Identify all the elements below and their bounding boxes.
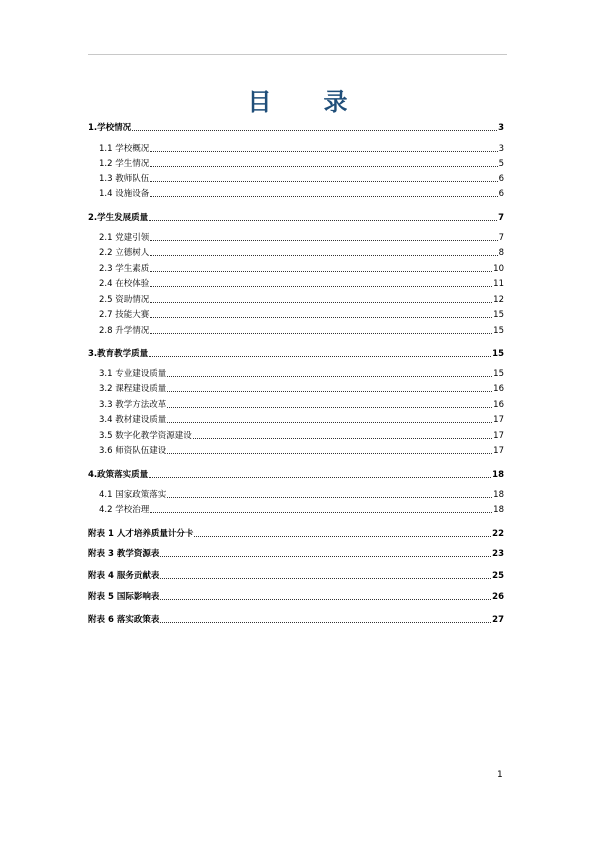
- toc-entry[interactable]: [88, 262, 504, 274]
- toc-entry[interactable]: [88, 246, 504, 258]
- toc-entry[interactable]: [88, 277, 504, 289]
- toc-entry[interactable]: [88, 590, 504, 602]
- toc-entry-page: 23: [492, 549, 504, 559]
- toc-entry-leader: [194, 536, 491, 537]
- toc-entry-leader: [150, 317, 492, 318]
- toc-entry-leader: [149, 220, 497, 221]
- toc-entry-leader: [160, 578, 491, 579]
- toc-entry-page: 15: [492, 349, 504, 359]
- toc-entry-leader: [150, 240, 497, 241]
- toc-entry-leader: [150, 181, 497, 182]
- toc-entry[interactable]: [88, 367, 504, 379]
- toc-entry[interactable]: [88, 187, 504, 199]
- toc-entry-leader: [160, 556, 491, 557]
- toc-entry-label: 1.1 学校概况: [99, 144, 150, 154]
- toc-entry[interactable]: [88, 468, 504, 480]
- toc-entry-page: 8: [498, 248, 504, 258]
- toc-entry-leader: [167, 391, 492, 392]
- toc-entry-page: 27: [492, 615, 504, 625]
- toc-entry-label: 4.1 国家政策落实: [99, 490, 167, 500]
- toc-entry-page: 15: [493, 369, 504, 379]
- toc-entry-label: 2.2 立德树人: [99, 248, 150, 258]
- toc-entry[interactable]: [88, 613, 504, 625]
- toc-entry-page: 18: [492, 470, 504, 480]
- toc-entry-page: 11: [493, 279, 504, 289]
- toc-entry[interactable]: [88, 211, 504, 223]
- toc-entry[interactable]: [88, 444, 504, 456]
- page-number: 1: [497, 770, 503, 780]
- toc-entry-leader: [132, 130, 497, 131]
- toc-entry-leader: [150, 333, 492, 334]
- toc-entry-leader: [167, 422, 492, 423]
- toc-entry-page: 10: [493, 264, 504, 274]
- toc-entry-label: 3.教育教学质量: [88, 349, 149, 359]
- toc-entry[interactable]: [88, 142, 504, 154]
- toc-entry[interactable]: [88, 503, 504, 515]
- toc-entry-page: 7: [498, 213, 504, 223]
- toc-entry-page: 3: [498, 123, 504, 133]
- toc-entry-leader: [167, 453, 492, 454]
- toc-entry-label: 1.3 教师队伍: [99, 174, 150, 184]
- toc-entry-page: 18: [493, 505, 504, 515]
- toc-entry-leader: [167, 407, 492, 408]
- toc-entry-leader: [160, 599, 491, 600]
- toc-entry-page: 15: [493, 310, 504, 320]
- toc-entry-page: 6: [498, 174, 504, 184]
- toc-entry-label: 2.5 资助情况: [99, 295, 150, 305]
- toc-entry[interactable]: [88, 172, 504, 184]
- toc-entry-leader: [193, 438, 492, 439]
- toc-entry[interactable]: [88, 547, 504, 559]
- toc-entry[interactable]: [88, 121, 504, 133]
- toc-entry[interactable]: [88, 569, 504, 581]
- toc-entry-label: 2.7 技能大赛: [99, 310, 150, 320]
- toc-entry-leader: [167, 376, 492, 377]
- toc-entry-leader: [150, 196, 497, 197]
- toc-entry-leader: [150, 271, 492, 272]
- toc-entry[interactable]: [88, 231, 504, 243]
- header-rule: [88, 54, 507, 55]
- toc-entry-page: 15: [493, 326, 504, 336]
- toc-entry-label: 3.3 教学方法改革: [99, 400, 167, 410]
- toc-entry-page: 3: [498, 144, 504, 154]
- toc-entry-leader: [150, 302, 492, 303]
- toc-entry[interactable]: [88, 347, 504, 359]
- toc-entry-leader: [167, 497, 492, 498]
- toc-entry[interactable]: [88, 324, 504, 336]
- toc-entry-page: 12: [493, 295, 504, 305]
- toc-entry-leader: [160, 622, 491, 623]
- toc-entry-leader: [150, 286, 492, 287]
- toc-entry-leader: [150, 255, 497, 256]
- toc-entry-page: 25: [492, 571, 504, 581]
- toc-entry-leader: [149, 477, 491, 478]
- toc-entry-label: 附表 1 人才培养质量计分卡: [88, 529, 194, 539]
- toc-entry-label: 附表 3 教学资源表: [88, 549, 160, 559]
- toc-entry-label: 附表 5 国际影响表: [88, 592, 160, 602]
- toc-entry-page: 17: [493, 431, 504, 441]
- toc-entry-label: 1.4 设施设备: [99, 189, 150, 199]
- toc-entry-leader: [150, 151, 497, 152]
- toc-entry-label: 2.4 在校体验: [99, 279, 150, 289]
- toc-entry-page: 6: [498, 189, 504, 199]
- toc-entry[interactable]: [88, 382, 504, 394]
- toc-entry-label: 附表 4 服务贡献表: [88, 571, 160, 581]
- toc-title-right: 录: [323, 88, 348, 116]
- toc-entry[interactable]: [88, 413, 504, 425]
- toc-title: [0, 82, 595, 117]
- toc-entry-leader: [150, 512, 492, 513]
- toc-entry-page: 18: [493, 490, 504, 500]
- toc-entry-page: 5: [498, 159, 504, 169]
- toc-title-left: 目: [247, 88, 272, 116]
- toc-entry-leader: [150, 166, 497, 167]
- toc-entry-label: 4.2 学校治理: [99, 505, 150, 515]
- toc-entry-page: 17: [493, 446, 504, 456]
- toc-entry-label: 3.2 课程建设质量: [99, 384, 167, 394]
- toc-entry[interactable]: [88, 488, 504, 500]
- toc-entry-label: 附表 6 落实政策表: [88, 615, 160, 625]
- toc-entry-label: 2.3 学生素质: [99, 264, 150, 274]
- toc-entry-label: 2.学生发展质量: [88, 213, 149, 223]
- toc-entry-label: 3.1 专业建设质量: [99, 369, 167, 379]
- toc-entry-label: 3.5 数字化教学资源建设: [99, 431, 192, 441]
- toc-entry-label: 2.1 党建引领: [99, 233, 150, 243]
- toc-entry-page: 17: [493, 415, 504, 425]
- toc-entry-page: 26: [492, 592, 504, 602]
- toc-entry[interactable]: [88, 308, 504, 320]
- toc-entry-label: 4.政策落实质量: [88, 470, 149, 480]
- toc-entry-page: 7: [498, 233, 504, 243]
- toc-entry-label: 3.6 师资队伍建设: [99, 446, 167, 456]
- toc-entry[interactable]: [88, 293, 504, 305]
- toc-entry-label: 2.8 升学情况: [99, 326, 150, 336]
- toc-entry-label: 1.学校情况: [88, 123, 132, 133]
- toc-entry-label: 1.2 学生情况: [99, 159, 150, 169]
- toc-entry[interactable]: [88, 398, 504, 410]
- toc-entry[interactable]: [88, 527, 504, 539]
- toc-entry-page: 22: [492, 529, 504, 539]
- toc-entry-leader: [149, 356, 491, 357]
- toc-entry-page: 16: [493, 384, 504, 394]
- toc-entry[interactable]: [88, 429, 504, 441]
- toc-entry-label: 3.4 教材建设质量: [99, 415, 167, 425]
- toc-entry[interactable]: [88, 157, 504, 169]
- toc-entry-page: 16: [493, 400, 504, 410]
